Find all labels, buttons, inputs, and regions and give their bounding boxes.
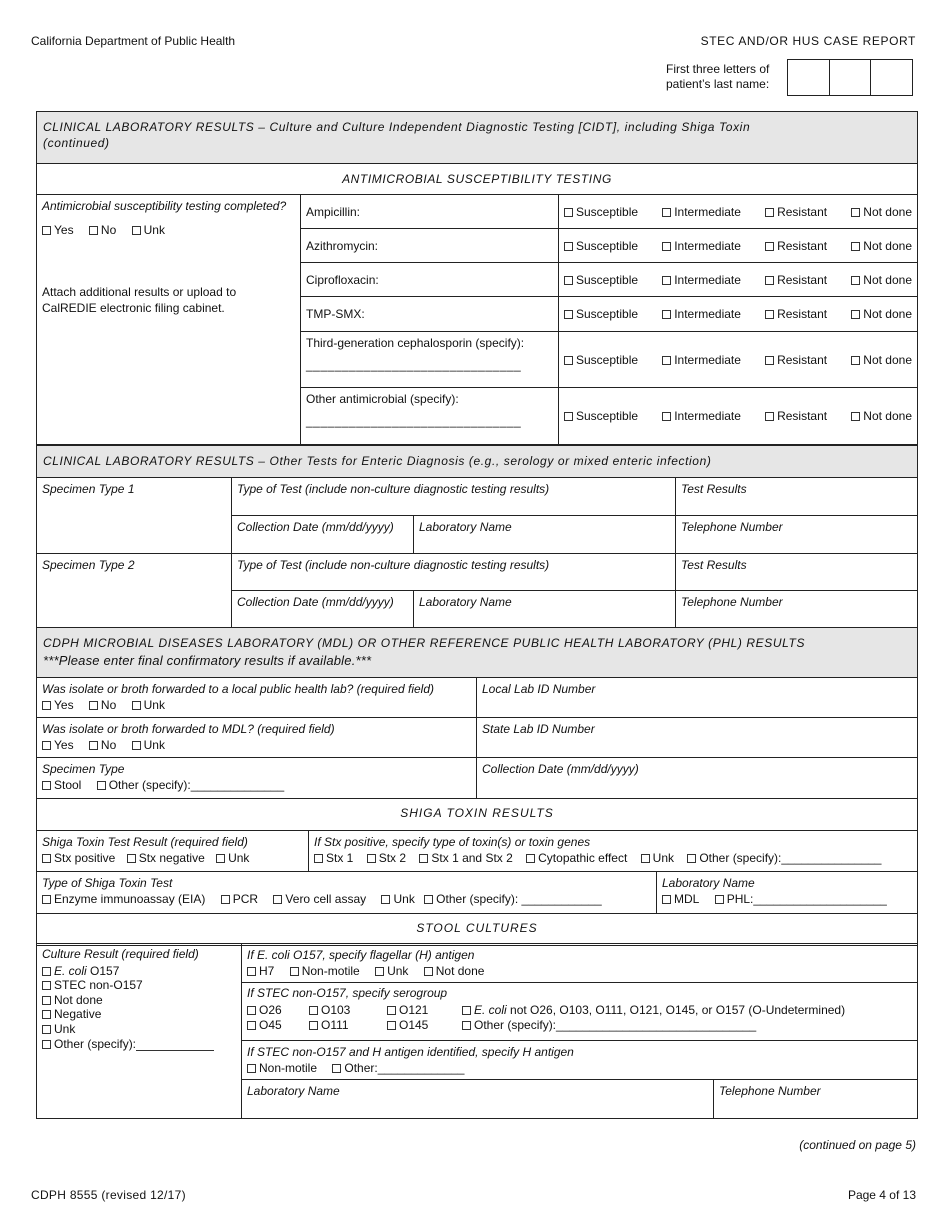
result-option[interactable]: Not done <box>851 272 912 288</box>
type-unk-option[interactable]: Unk <box>381 892 414 906</box>
result-option[interactable]: Not done <box>851 238 912 254</box>
serogroup-o103-option[interactable]: O103 <box>309 1003 387 1018</box>
result-options <box>564 238 912 254</box>
stx-positive-option[interactable]: Stx positive <box>42 851 115 865</box>
toxin-type-cell: If Stx positive, specify type of toxin(s) or toxin genes Stx 1 Stx 2 Stx 1 and Stx 2 Cytopathic effect Unk Other (specify):_______________ <box>309 831 918 872</box>
telephone-2[interactable]: Telephone Number <box>676 591 918 628</box>
antimicrobial-name: Ciprofloxacin: <box>301 263 559 297</box>
culture-unk-option[interactable]: Unk <box>42 1022 236 1037</box>
telephone-1[interactable]: Telephone Number <box>676 516 918 554</box>
checkbox[interactable] <box>662 208 671 217</box>
confirmatory-note: ***Please enter final confirmatory results if available.*** <box>43 653 372 668</box>
checkbox[interactable] <box>765 310 774 319</box>
result-options-row <box>559 332 918 388</box>
non-motile-option[interactable]: Non-motile <box>290 964 360 978</box>
phl-lab-option[interactable]: PHL:____________________ <box>715 892 887 906</box>
checkbox[interactable] <box>273 895 282 904</box>
serogroup-undetermined-option[interactable]: E. coli not O26, O103, O111, O121, O145, or O157 (O-Undetermined) <box>462 1003 845 1018</box>
agency-name: California Department of Public Health <box>31 34 236 48</box>
result-option[interactable]: Intermediate <box>662 204 741 220</box>
culture-other-option[interactable]: Other (specify): <box>42 1037 236 1052</box>
mdl-question-cell: Was isolate or broth forwarded to MDL? (required field) Yes No Unk <box>37 718 477 758</box>
result-option[interactable]: Susceptible <box>564 408 638 424</box>
checkbox[interactable] <box>132 226 141 235</box>
third-gen-cell: Third-generation cephalosporin (specify): ______________________________ <box>301 332 559 388</box>
type-of-test-2[interactable]: Type of Test (include non-culture diagnostic testing results) <box>232 554 676 591</box>
checkbox[interactable] <box>715 895 724 904</box>
antimicrobial-name: Azithromycin: <box>301 229 559 263</box>
stx2-option[interactable]: Stx 2 <box>367 851 406 865</box>
ast-question: Antimicrobial susceptibility testing completed? <box>42 199 287 213</box>
mdl-unk-option[interactable]: Unk <box>132 738 165 752</box>
checkbox[interactable] <box>309 1021 318 1030</box>
local-yes-option[interactable]: Yes <box>42 698 74 712</box>
result-option[interactable]: Resistant <box>765 238 827 254</box>
local-lab-question-cell: Was isolate or broth forwarded to a local public health lab? (required field) Yes No Unk <box>37 678 477 718</box>
checkbox[interactable] <box>564 356 573 365</box>
result-option[interactable]: Not done <box>851 204 912 220</box>
checkbox[interactable] <box>662 895 671 904</box>
checkbox[interactable] <box>662 276 671 285</box>
ast-unk-option[interactable]: Unk <box>132 223 165 237</box>
result-option[interactable]: Susceptible <box>564 306 638 322</box>
specimen-type-2[interactable]: Specimen Type 2 <box>37 554 232 628</box>
checkbox[interactable] <box>97 781 106 790</box>
state-lab-id-field[interactable]: State Lab ID Number <box>477 718 918 758</box>
checkbox[interactable] <box>132 741 141 750</box>
attach-instructions: Attach additional results or upload to CalREDIE electronic filing cabinet. <box>42 285 237 315</box>
antimicrobial-name: TMP-SMX: <box>301 297 559 332</box>
h-non-motile-option[interactable]: Non-motile <box>247 1061 317 1075</box>
checkbox[interactable] <box>247 967 256 976</box>
cytopathic-option[interactable]: Cytopathic effect <box>526 851 627 865</box>
result-option[interactable]: Resistant <box>765 352 827 368</box>
checkbox[interactable] <box>247 1021 256 1030</box>
checkbox[interactable] <box>687 854 696 863</box>
stool-option[interactable]: Stool <box>42 778 81 792</box>
serogroup-o121-option[interactable]: O121 <box>387 1003 462 1018</box>
checkbox[interactable] <box>564 276 573 285</box>
checkbox[interactable] <box>564 242 573 251</box>
stx1-and-2-option[interactable]: Stx 1 and Stx 2 <box>419 851 512 865</box>
checkbox[interactable] <box>42 996 51 1005</box>
initials-label: First three letters of patient’s last name: <box>666 62 770 91</box>
lab-name-1[interactable]: Laboratory Name <box>414 516 676 554</box>
checkbox[interactable] <box>462 1021 471 1030</box>
mdl-yes-option[interactable]: Yes <box>42 738 74 752</box>
mdl-collection-date-field[interactable]: Collection Date (mm/dd/yyyy) <box>477 758 918 799</box>
checkbox[interactable] <box>851 356 860 365</box>
checkbox[interactable] <box>89 226 98 235</box>
stool-cultures-title: STOOL CULTURES <box>37 914 918 946</box>
result-option[interactable]: Susceptible <box>564 272 638 288</box>
checkbox[interactable] <box>765 208 774 217</box>
culture-ecoli-o157-option[interactable]: E. coli O157 <box>42 964 236 979</box>
h-antigen-identified-cell: If STEC non-O157 and H antigen identified, specify H antigen Non-motile Other:_____________ <box>242 1041 918 1080</box>
checkbox[interactable] <box>424 967 433 976</box>
checkbox[interactable] <box>247 1006 256 1015</box>
initials-boxes <box>787 59 913 96</box>
checkbox[interactable] <box>42 895 51 904</box>
h-antigen-cell: If E. coli O157, specify flagellar (H) antigen H7 Non-motile Unk Not done <box>242 944 918 983</box>
shiga-toxin-title: SHIGA TOXIN RESULTS <box>37 799 918 831</box>
checkbox[interactable] <box>851 310 860 319</box>
result-option[interactable]: Not done <box>851 306 912 322</box>
local-no-option[interactable]: No <box>89 698 116 712</box>
serogroup-other-option[interactable]: Other (specify):______________________________ <box>462 1018 845 1033</box>
checkbox[interactable] <box>851 242 860 251</box>
shiga-lab-name-cell: Laboratory Name MDL PHL:____________________ <box>657 872 918 914</box>
result-options-row <box>559 195 918 229</box>
checkbox[interactable] <box>132 701 141 710</box>
checkbox[interactable] <box>89 741 98 750</box>
toxin-unk-option[interactable]: Unk <box>641 851 674 865</box>
checkbox[interactable] <box>419 854 428 863</box>
stool-telephone-field[interactable]: Telephone Number <box>714 1080 918 1119</box>
checkbox[interactable] <box>247 1064 256 1073</box>
checkbox[interactable] <box>381 895 390 904</box>
checkbox[interactable] <box>42 226 51 235</box>
initial-box-1[interactable] <box>788 60 829 95</box>
stx-unk-option[interactable]: Unk <box>216 851 249 865</box>
initial-box-2[interactable] <box>829 60 871 95</box>
result-options <box>564 204 912 220</box>
result-option[interactable]: Susceptible <box>564 352 638 368</box>
checkbox[interactable] <box>367 854 376 863</box>
shiga-test-result-cell: Shiga Toxin Test Result (required field) Stx positive Stx negative Unk <box>37 831 309 872</box>
result-option[interactable]: Resistant <box>765 272 827 288</box>
local-lab-id-field[interactable]: Local Lab ID Number <box>477 678 918 718</box>
specimen-other-option[interactable]: Other (specify):______________ <box>97 778 284 792</box>
result-options-row <box>559 297 918 332</box>
eia-option[interactable]: Enzyme immunoassay (EIA) <box>42 892 205 906</box>
specify-line[interactable] <box>136 1050 214 1051</box>
section-title-clinical-lab: CLINICAL LABORATORY RESULTS – Culture and Culture Independent Diagnostic Testing [CIDT], including Shiga Toxin (continued) <box>37 112 918 164</box>
shiga-test-type-cell: Type of Shiga Toxin Test Enzyme immunoassay (EIA) PCR Vero cell assay Unk Other (specify): ____________ <box>37 872 657 914</box>
form-id: CDPH 8555 (revised 12/17) <box>31 1188 186 1202</box>
checkbox[interactable] <box>42 741 51 750</box>
antimicrobial-name: Ampicillin: <box>301 195 559 229</box>
checkbox[interactable] <box>765 276 774 285</box>
pcr-option[interactable]: PCR <box>221 892 258 906</box>
antimicrobial-table <box>36 111 918 445</box>
type-other-option[interactable]: Other (specify): ____________ <box>424 892 601 906</box>
collection-date-2[interactable]: Collection Date (mm/dd/yyyy) <box>232 591 414 628</box>
continued-note: (continued on page 5) <box>799 1138 916 1152</box>
h-not-done-option[interactable]: Not done <box>424 964 485 978</box>
checkbox[interactable] <box>662 310 671 319</box>
result-options <box>564 272 912 288</box>
result-option[interactable]: Intermediate <box>662 306 741 322</box>
local-unk-option[interactable]: Unk <box>132 698 165 712</box>
ast-no-option[interactable]: No <box>89 223 116 237</box>
serogroup-o111-option[interactable]: O111 <box>309 1018 387 1033</box>
ast-yes-option[interactable]: Yes <box>42 223 74 237</box>
serogroup-o45-option[interactable]: O45 <box>247 1018 309 1033</box>
other-antimicrobial-cell: Other antimicrobial (specify): ______________________________ <box>301 388 559 445</box>
checkbox[interactable] <box>332 1064 341 1073</box>
other-tests-table <box>36 445 918 628</box>
result-option[interactable]: Intermediate <box>662 272 741 288</box>
result-option[interactable]: Intermediate <box>662 352 741 368</box>
vero-option[interactable]: Vero cell assay <box>273 892 366 906</box>
specimen-type-1[interactable]: Specimen Type 1 <box>37 478 232 554</box>
checkbox[interactable] <box>42 854 51 863</box>
result-option[interactable]: Resistant <box>765 408 827 424</box>
stx1-option[interactable]: Stx 1 <box>314 851 353 865</box>
result-options <box>564 352 912 368</box>
mdl-no-option[interactable]: No <box>89 738 116 752</box>
checkbox[interactable] <box>314 854 323 863</box>
checkbox[interactable] <box>765 242 774 251</box>
checkbox[interactable] <box>462 1006 471 1015</box>
culture-not-done-option[interactable]: Not done <box>42 993 236 1008</box>
checkbox[interactable] <box>564 412 573 421</box>
culture-result-cell: Culture Result (required field) E. coli O157 STEC non-O157 Not done Negative Unk Other (specify): <box>37 944 242 1119</box>
checkbox[interactable] <box>42 981 51 990</box>
checkbox[interactable] <box>42 701 51 710</box>
checkbox[interactable] <box>89 701 98 710</box>
checkbox[interactable] <box>375 967 384 976</box>
stool-cultures-table <box>36 943 918 1119</box>
checkbox[interactable] <box>765 412 774 421</box>
h-unk-option[interactable]: Unk <box>375 964 408 978</box>
h-other-option[interactable]: Other:_____________ <box>332 1061 464 1075</box>
report-title: STEC AND/OR HUS CASE REPORT <box>700 34 916 48</box>
checkbox[interactable] <box>309 1006 318 1015</box>
checkbox[interactable] <box>851 276 860 285</box>
lab-name-2[interactable]: Laboratory Name <box>414 591 676 628</box>
stool-lab-name-field[interactable]: Laboratory Name <box>242 1080 714 1119</box>
checkbox[interactable] <box>42 967 51 976</box>
checkbox[interactable] <box>42 1010 51 1019</box>
result-option[interactable]: Susceptible <box>564 238 638 254</box>
culture-stec-non-o157-option[interactable]: STEC non-O157 <box>42 978 236 993</box>
result-options-row <box>559 388 918 445</box>
checkbox[interactable] <box>851 208 860 217</box>
checkbox[interactable] <box>387 1006 396 1015</box>
checkbox[interactable] <box>127 854 136 863</box>
specify-line[interactable]: ______________________________ <box>306 358 522 372</box>
initial-box-3[interactable] <box>870 60 912 95</box>
checkbox[interactable] <box>564 310 573 319</box>
specimen-type-cell: Specimen Type Stool Other (specify):______________ <box>37 758 477 799</box>
collection-date-1[interactable]: Collection Date (mm/dd/yyyy) <box>232 516 414 554</box>
section-title-other-tests: CLINICAL LABORATORY RESULTS – Other Tests for Enteric Diagnosis (e.g., serology or mixed enteric infection) <box>37 446 918 478</box>
checkbox[interactable] <box>42 781 51 790</box>
result-option[interactable]: Intermediate <box>662 408 741 424</box>
checkbox[interactable] <box>42 1025 51 1034</box>
h7-option[interactable]: H7 <box>247 964 274 978</box>
result-options <box>564 408 912 424</box>
checkbox[interactable] <box>564 208 573 217</box>
section-title-mdl: CDPH MICROBIAL DISEASES LABORATORY (MDL) OR OTHER REFERENCE PUBLIC HEALTH LABORATORY (PHL) RESULTS ***Please enter final confirmatory results if available.*** <box>37 628 918 678</box>
stx-negative-option[interactable]: Stx negative <box>127 851 205 865</box>
mdl-results-table <box>36 627 918 946</box>
page-number: Page 4 of 13 <box>847 1188 916 1202</box>
test-results-2[interactable]: Test Results <box>676 554 918 591</box>
checkbox[interactable] <box>641 854 650 863</box>
result-option[interactable]: Not done <box>851 408 912 424</box>
specify-line[interactable]: ______________________________ <box>306 414 522 428</box>
serogroup-o26-option[interactable]: O26 <box>247 1003 309 1018</box>
ast-question-cell <box>37 195 301 445</box>
checkbox[interactable] <box>662 412 671 421</box>
serogroup-cell: If STEC non-O157, specify serogroup O26 O45 O103 O111 O121 O145 E. coli not O26, O103, O111, O121, O145, or O157 (O-Undetermined) Other (specify):______________________________ <box>242 983 918 1041</box>
result-options-row <box>559 263 918 297</box>
type-of-test-1[interactable]: Type of Test (include non-culture diagnostic testing results) <box>232 478 676 516</box>
serogroup-o145-option[interactable]: O145 <box>387 1018 462 1033</box>
checkbox[interactable] <box>765 356 774 365</box>
checkbox[interactable] <box>42 1040 51 1049</box>
checkbox[interactable] <box>526 854 535 863</box>
test-results-1[interactable]: Test Results <box>676 478 918 516</box>
result-option[interactable]: Resistant <box>765 306 827 322</box>
checkbox[interactable] <box>851 412 860 421</box>
result-option[interactable]: Intermediate <box>662 238 741 254</box>
result-options-row <box>559 229 918 263</box>
checkbox[interactable] <box>387 1021 396 1030</box>
checkbox[interactable] <box>216 854 225 863</box>
checkbox[interactable] <box>221 895 230 904</box>
checkbox[interactable] <box>662 356 671 365</box>
mdl-lab-option[interactable]: MDL <box>662 892 699 906</box>
antimicrobial-subtitle: ANTIMICROBIAL SUSCEPTIBILITY TESTING <box>37 164 918 195</box>
result-options <box>564 306 912 322</box>
checkbox[interactable] <box>662 242 671 251</box>
checkbox[interactable] <box>290 967 299 976</box>
checkbox[interactable] <box>424 895 433 904</box>
result-option[interactable]: Resistant <box>765 204 827 220</box>
culture-negative-option[interactable]: Negative <box>42 1007 236 1022</box>
result-option[interactable]: Susceptible <box>564 204 638 220</box>
toxin-other-option[interactable]: Other (specify):_______________ <box>687 851 881 865</box>
result-option[interactable]: Not done <box>851 352 912 368</box>
